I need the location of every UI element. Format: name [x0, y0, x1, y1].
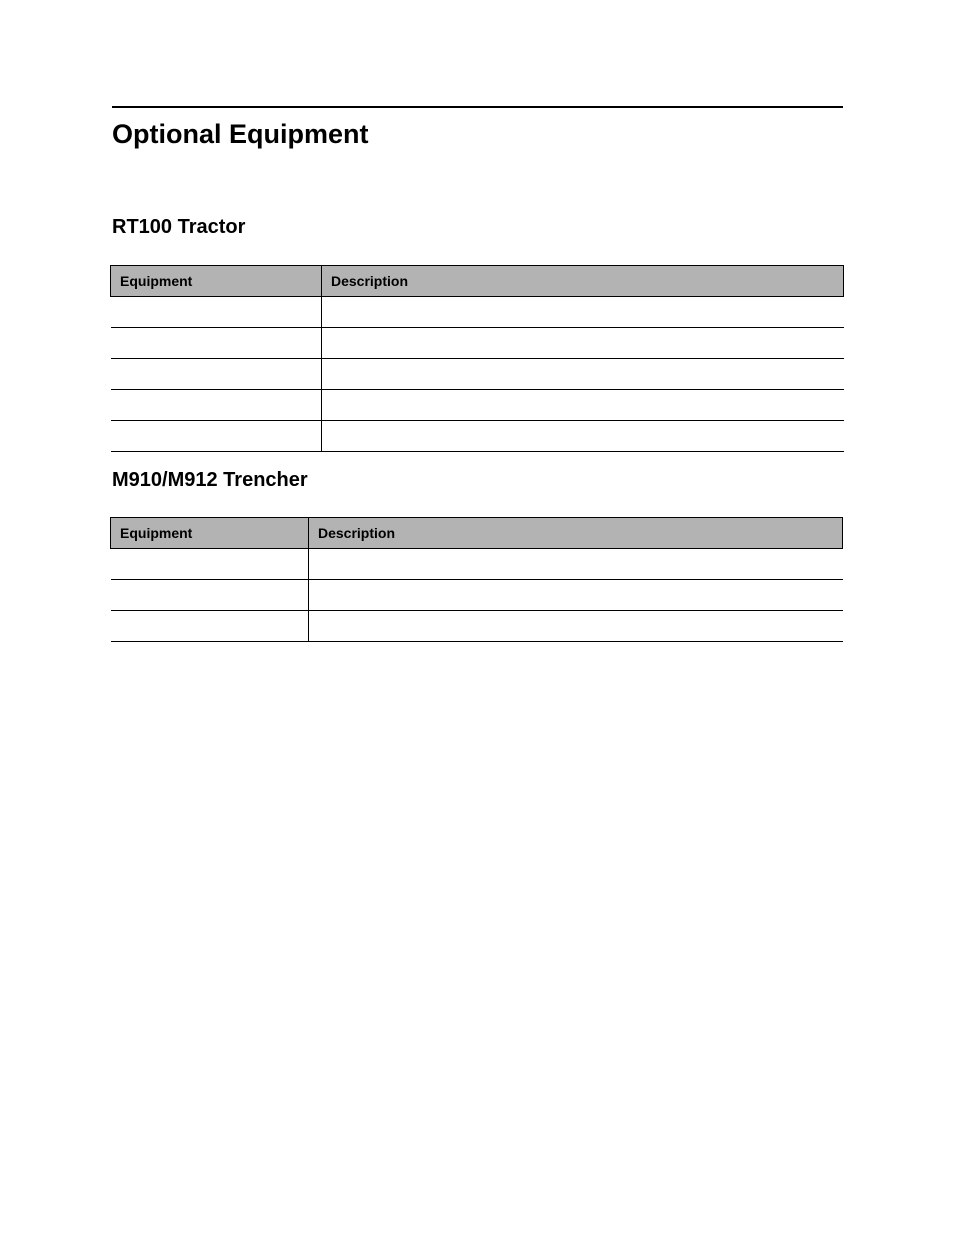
equipment-cell: [111, 611, 309, 642]
table-row: [111, 580, 843, 611]
description-cell: [309, 611, 843, 642]
table-header-row: [111, 266, 844, 297]
equipment-cell: [111, 580, 309, 611]
table-row: [111, 549, 843, 580]
description-cell: [309, 580, 843, 611]
equipment-cell: [111, 359, 322, 390]
table-row: [111, 390, 844, 421]
equipment-cell: [111, 390, 322, 421]
table-row: [111, 359, 844, 390]
table-header-row: [111, 518, 843, 549]
table-row: [111, 297, 844, 328]
section-heading-m910-m912: M910/M912 Trencher: [112, 469, 308, 491]
equipment-cell: [111, 421, 322, 452]
column-header-equipment: Equipment: [111, 518, 309, 549]
equipment-cell: [111, 328, 322, 359]
column-header-description: Description: [309, 518, 843, 549]
column-header-equipment: Equipment: [111, 266, 322, 297]
description-cell: [322, 328, 844, 359]
table-row: [111, 328, 844, 359]
description-cell: [322, 390, 844, 421]
description-cell: [322, 359, 844, 390]
description-cell: [309, 549, 843, 580]
rt100-equipment-table: [110, 265, 844, 452]
table-row: [111, 421, 844, 452]
column-header-description: Description: [322, 266, 844, 297]
m910-m912-equipment-table: [110, 517, 843, 642]
description-cell: [322, 297, 844, 328]
description-cell: [322, 421, 844, 452]
title-rule: [112, 106, 843, 108]
equipment-cell: [111, 297, 322, 328]
section-heading-rt100: RT100 Tractor: [112, 216, 246, 238]
equipment-cell: [111, 549, 309, 580]
table-row: [111, 611, 843, 642]
page-title: Optional Equipment: [112, 119, 369, 149]
